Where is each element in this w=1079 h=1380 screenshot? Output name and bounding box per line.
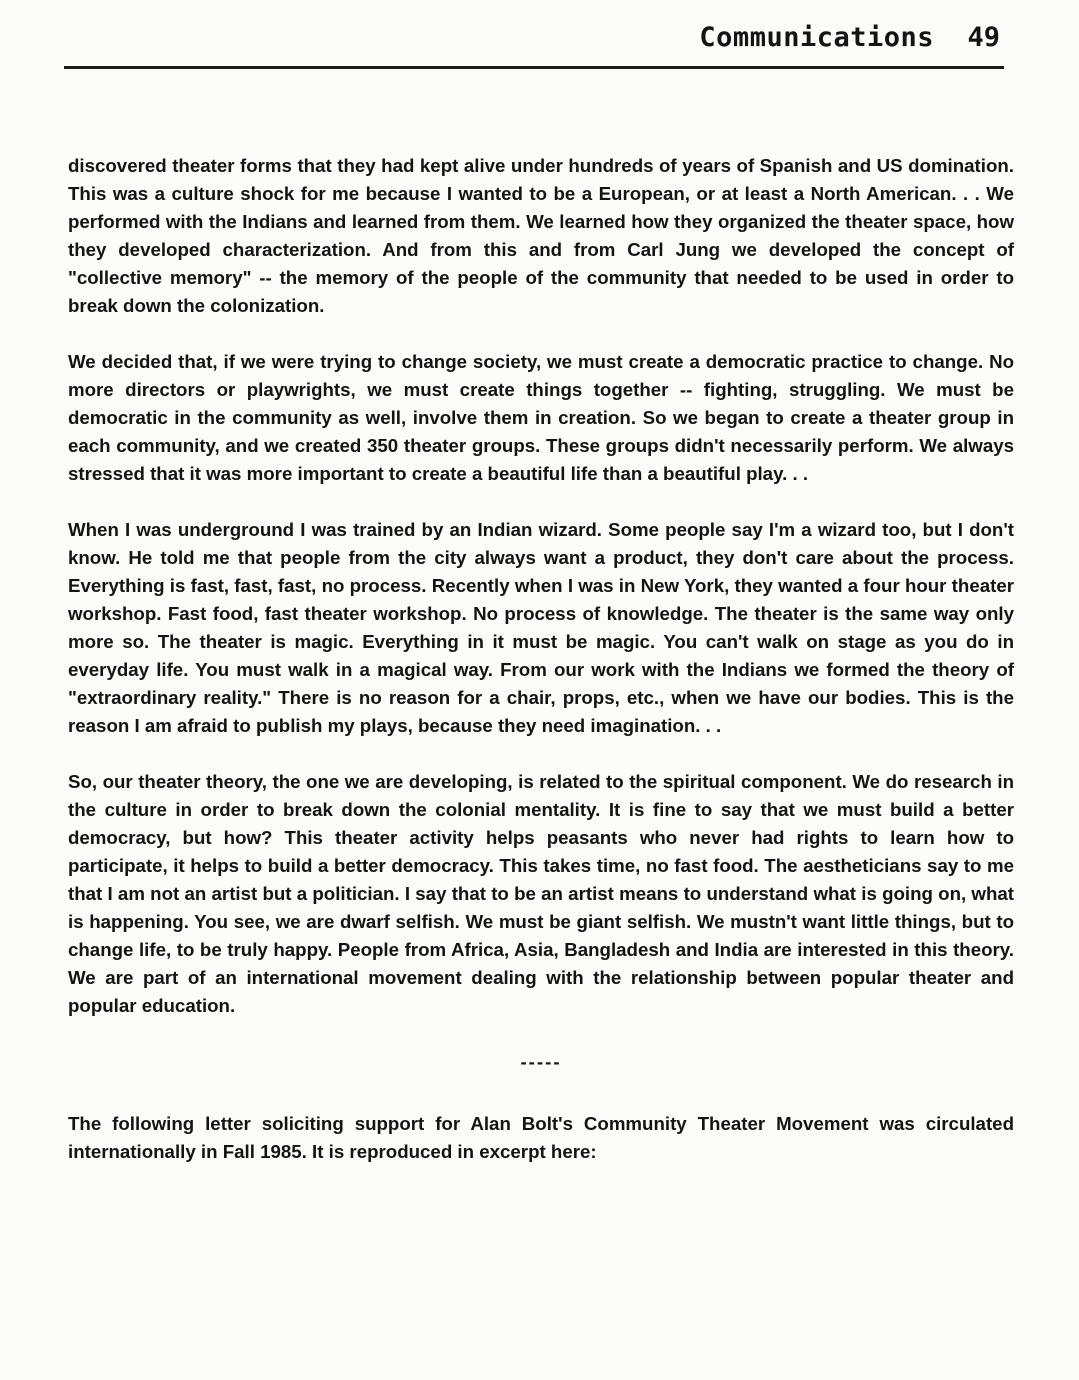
paragraph-4: So, our theater theory, the one we are developing, is related to the spiritual component. We do research in the culture in order to break down the colonial mentality. It is fine to say that we must build a better democracy, but how? This theater activity helps peasants who never had rights to learn how to participate, it helps to build a better democracy. This takes time, no fast food. The aestheticians say to me that I am not an artist but a politician. I say that to be an artist means to understand what is going on, what is happening. You see, we are dwarf selfish. We must be giant selfish. We mustn't want little things, but to change life, to be truly happy. People from Africa, Asia, Bangladesh and India are interested in this theory. We are part of an international movement dealing with the relationship between popular theater and popular education.: [68, 771, 1014, 1016]
section-title: Communications: [699, 22, 934, 53]
article-body: [68, 152, 1014, 1194]
header-rule: [64, 66, 1004, 69]
closing-paragraph: The following letter soliciting support for Alan Bolt's Community Theater Movement was circulated internationally in Fall 1985. It is reproduced in excerpt here:: [68, 1113, 1014, 1162]
paragraph-3: When I was underground I was trained by an Indian wizard. Some people say I'm a wizard too, but I don't know. He told me that people from the city always want a product, they don't care about the process. Everything is fast, fast, fast, no process. Recently when I was in New York, they wanted a four hour theater workshop. Fast food, fast theater workshop. No process of knowledge. The theater is the same way only more so. The theater is magic. Everything in it must be magic. You can't walk on stage as you do in everyday life. You must walk in a magical way. From our work with the Indians we formed the theory of "extraordinary reality." There is no reason for a chair, props, etc., when we have our bodies. This is the reason I am afraid to publish my plays, because they need imagination. . .: [68, 519, 1014, 736]
page-header: [64, 18, 1004, 62]
page-number: 49: [967, 22, 1000, 53]
paragraph-1: discovered theater forms that they had kept alive under hundreds of years of Spanish and US domination. This was a culture shock for me because I wanted to be a European, or at least a North American. . . We performed with the Indians and learned from them. We learned how they organized the theater space, how they developed characterization. And from this and from Carl Jung we developed the concept of "collective memory" -- the memory of the people of the community that needed to be used in order to break down the colonization.: [68, 155, 1014, 316]
paragraph-2: We decided that, if we were trying to change society, we must create a democratic practice to change. No more directors or playwrights, we must create things together -- fighting, struggling. We must be democratic in the community as well, involve them in creation. So we began to create a theater group in each community, and we created 350 theater groups. These groups didn't necessarily perform. We always stressed that it was more important to create a beautiful life than a beautiful play. . .: [68, 351, 1014, 484]
section-separator: -----: [520, 1051, 562, 1072]
